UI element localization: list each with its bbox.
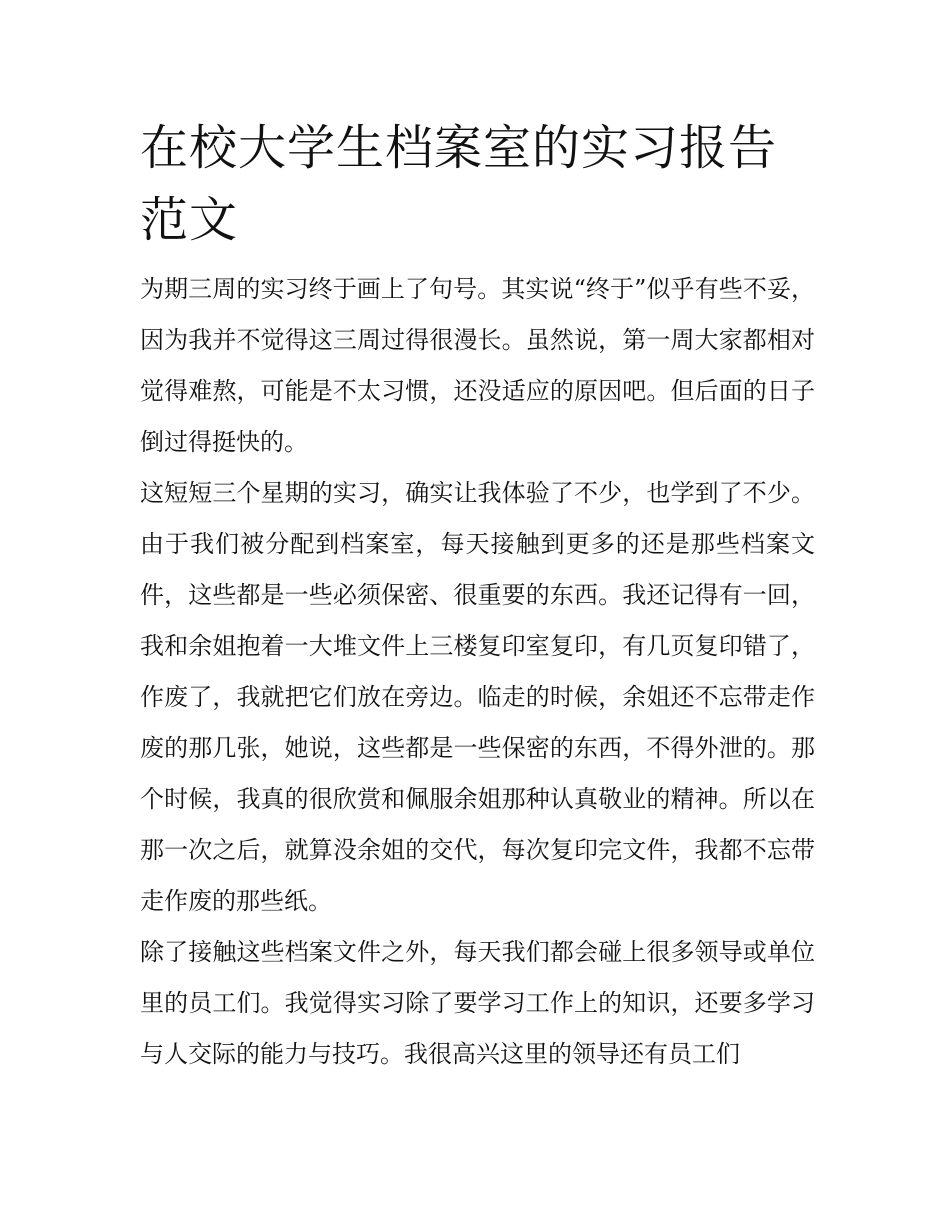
paragraph-2: 这短短三个星期的实习，确实让我体验了不少，也学到了不少。由于我们被分配到档案室，每天接触到更多的还是那些档案文件，这些都是一些必须保密、很重要的东西。我还记得有一回，我和余姐抱着一大堆文件上三楼复印室复印，有几页复印错了，作废了，我就把它们放在旁边。临走的时候，余姐还不忘带走作废的那几张，她说，这些都是一些保密的东西，不得外泄的。那个时候，我真的很欣赏和佩服余姐那种认真敬业的精神。所以在那一次之后，就算没余姐的交代，每次复印完文件，我都不忘带走作废的那些纸。: [140, 479, 815, 915]
document-body: [140, 112, 820, 1080]
document-title: 在校大学生档案室的实习报告范文: [140, 120, 778, 248]
paragraph-3: 除了接触这些档案文件之外，每天我们都会碰上很多领导或单位里的员工们。我觉得实习除了要学习工作上的知识，还要多学习与人交际的能力与技巧。我很高兴这里的领导还有员工们: [140, 938, 815, 1068]
paragraph-1: 为期三周的实习终于画上了句号。其实说“终于”似乎有些不妥，因为我并不觉得这三周过得很漫长。虽然说，第一周大家都相对觉得难熬，可能是不太习惯，还没适应的原因吧。但后面的日子倒过得挺快的。: [140, 275, 815, 456]
